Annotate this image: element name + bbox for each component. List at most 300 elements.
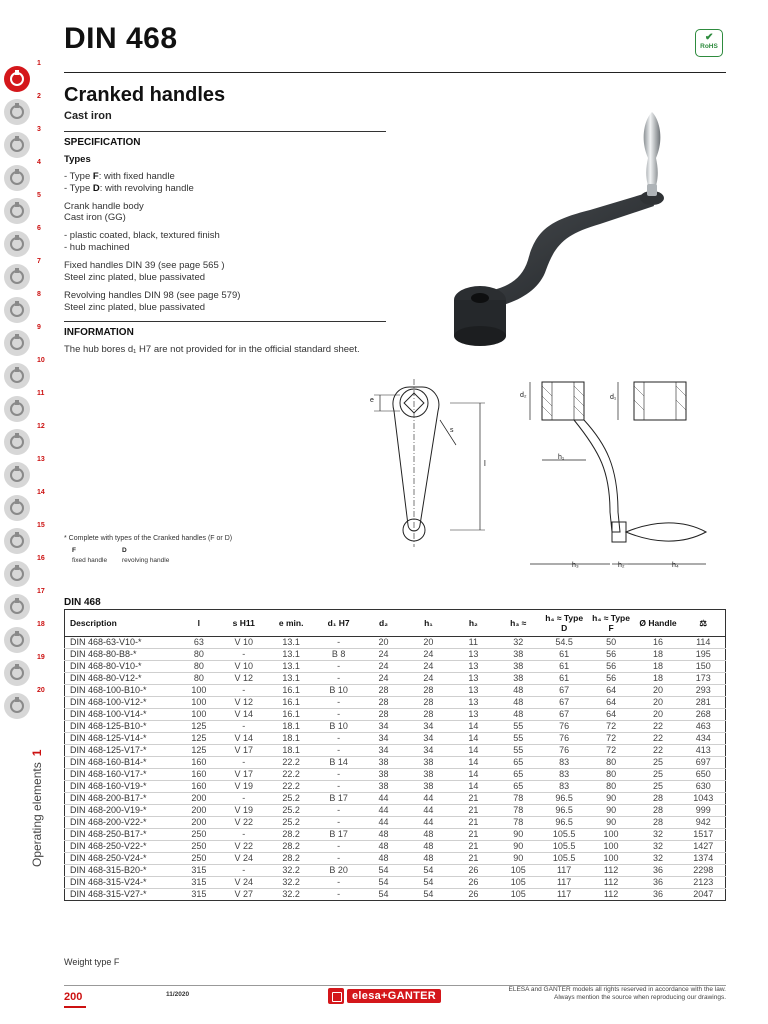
product-material: Cast iron: [64, 110, 112, 122]
dim-s-label: s: [450, 427, 454, 434]
brand-logo: [328, 987, 441, 1005]
sidebar-category-6[interactable]: [0, 225, 46, 258]
sidebar-category-number: 19: [37, 654, 45, 661]
table-cell: 83: [541, 757, 588, 769]
sidebar-category-19[interactable]: [0, 654, 46, 687]
table-cell: -: [316, 745, 361, 757]
row-description: DIN 468-80-B8-*: [65, 649, 177, 661]
table-cell: 18: [635, 661, 682, 673]
table-cell: 16.1: [266, 709, 316, 721]
table-cell: 105: [496, 877, 541, 889]
table-cell: 34: [406, 721, 451, 733]
sidebar-category-8[interactable]: [0, 291, 46, 324]
sidebar-category-11[interactable]: [0, 390, 46, 423]
table-row: [65, 745, 726, 757]
table-cell: 38: [406, 757, 451, 769]
table-cell: 80: [588, 781, 635, 793]
table-cell: 18.1: [266, 721, 316, 733]
table-cell: 13.1: [266, 637, 316, 649]
cranked-handle-illustration: [440, 110, 690, 350]
table-cell: 26: [468, 889, 479, 899]
information-text: The hub bores d₁ H7 are not provided for in the official standard sheet.: [64, 344, 360, 355]
table-row: [65, 889, 726, 901]
technical-drawing-front: [360, 375, 500, 550]
column-header: h₂: [451, 610, 496, 637]
table-cell: 200: [176, 817, 221, 829]
table-cell: 28: [406, 685, 451, 697]
table-row: [65, 829, 726, 841]
table-cell: V 17: [221, 769, 266, 781]
table-cell: 54: [378, 889, 389, 899]
panel-icon: [4, 429, 30, 455]
table-cell: 38: [496, 673, 541, 685]
table-cell: 90: [588, 805, 635, 817]
footnote-f-desc: fixed handle: [72, 557, 108, 564]
row-description: DIN 468-125-V17-*: [65, 745, 177, 757]
table-cell: 20: [635, 709, 682, 721]
table-row: [65, 649, 726, 661]
sidebar-category-16[interactable]: [0, 555, 46, 588]
table-row: [65, 637, 726, 649]
specification-heading: SPECIFICATION: [64, 137, 141, 148]
revolving-handles-material: Steel zinc plated, blue passivated: [64, 302, 206, 313]
table-cell: 18: [635, 649, 682, 661]
nut-icon: [4, 363, 30, 389]
table-cell: -: [316, 673, 361, 685]
table-cell: 160: [176, 769, 221, 781]
table-cell: 28.2: [266, 829, 316, 841]
table-cell: 25.2: [266, 793, 316, 805]
table-cell: 80: [176, 673, 221, 685]
sidebar-category-18[interactable]: [0, 621, 46, 654]
table-row: [65, 817, 726, 829]
table-cell: 34: [361, 721, 406, 733]
table-cell: 20: [635, 697, 682, 709]
row-description: DIN 468-200-V22-*: [65, 817, 177, 829]
table-cell: 61: [541, 649, 588, 661]
information-heading: INFORMATION: [64, 327, 134, 338]
table-row: [65, 793, 726, 805]
table-cell: 2123: [681, 877, 725, 889]
row-description: DIN 468-125-B10-*: [65, 721, 177, 733]
row-description: DIN 468-315-B20-*: [65, 865, 177, 877]
oil-icon: [4, 561, 30, 587]
table-cell: 64: [588, 697, 635, 709]
body-finish-2: - hub machined: [64, 242, 130, 253]
sidebar-category-number: 6: [37, 225, 41, 232]
table-cell: 72: [588, 733, 635, 745]
sidebar-category-4[interactable]: [0, 159, 46, 192]
table-cell: 36: [635, 877, 682, 889]
sidebar-category-20[interactable]: [0, 687, 46, 720]
weight-icon: ⚖: [681, 610, 725, 637]
table-cell: 24: [361, 661, 406, 673]
sidebar-category-number: 11: [37, 390, 45, 397]
table-cell: 67: [541, 709, 588, 721]
dim-d1-label: d₁: [610, 394, 617, 401]
table-cell: 28: [361, 685, 406, 697]
table-cell: B 10: [316, 721, 361, 733]
sidebar-category-number: 17: [37, 588, 45, 595]
row-description: DIN 468-200-V19-*: [65, 805, 177, 817]
row-description: DIN 468-100-B10-*: [65, 685, 177, 697]
sidebar-category-number: 8: [37, 291, 41, 298]
table-cell: 105.5: [541, 829, 588, 841]
table-cell: 125: [176, 721, 221, 733]
table-cell: V 19: [221, 805, 266, 817]
table-cell: 83: [541, 781, 588, 793]
table-cell: 173: [681, 673, 725, 685]
fixed-handles-material: Steel zinc plated, blue passivated: [64, 272, 206, 283]
handle-icon: [4, 165, 30, 191]
table-cell: 90: [588, 793, 635, 805]
sidebar-category-number: 5: [37, 192, 41, 199]
sidebar-category-1[interactable]: [0, 60, 46, 93]
table-cell: 32.2: [266, 877, 316, 889]
row-description: DIN 468-160-B14-*: [65, 757, 177, 769]
sidebar-category-12[interactable]: [0, 423, 46, 456]
table-cell: 14: [451, 733, 496, 745]
table-cell: 413: [681, 745, 725, 757]
table-cell: 434: [681, 733, 725, 745]
body-title: Crank handle body: [64, 201, 144, 212]
sidebar-category-9[interactable]: [0, 324, 46, 357]
table-cell: 630: [681, 781, 725, 793]
table-cell: 78: [496, 817, 541, 829]
table-cell: 54: [423, 889, 434, 899]
table-cell: 67: [541, 685, 588, 697]
sidebar-category-number: 16: [37, 555, 45, 562]
body-material: Cast iron (GG): [64, 212, 126, 223]
table-cell: 114: [681, 637, 725, 649]
table-cell: V 27: [234, 889, 254, 899]
column-header: l: [176, 610, 221, 637]
table-cell: 80: [588, 769, 635, 781]
page-number: 200: [64, 991, 83, 1003]
table-cell: 20: [406, 637, 451, 649]
table-cell: -: [316, 733, 361, 745]
footnote-d-code: D: [122, 547, 127, 554]
row-description: DIN 468-250-V24-*: [65, 853, 177, 865]
table-row: [65, 709, 726, 721]
table-cell: 54.5: [541, 637, 588, 649]
column-header: Ø Handle: [635, 610, 682, 637]
table-cell: 56: [588, 649, 635, 661]
table-cell: 25: [635, 781, 682, 793]
dim-h4-label: h₄: [672, 562, 679, 569]
table-cell: 36: [653, 889, 664, 899]
table-cell: 34: [406, 745, 451, 757]
table-cell: 64: [588, 709, 635, 721]
table-cell: 48: [406, 829, 451, 841]
table-cell: 650: [681, 769, 725, 781]
table-cell: 21: [451, 841, 496, 853]
table-cell: 21: [451, 805, 496, 817]
table-cell: 1043: [681, 793, 725, 805]
sidebar-category-3[interactable]: [0, 126, 46, 159]
table-cell: 28: [635, 805, 682, 817]
table-cell: 125: [176, 733, 221, 745]
table-cell: 38: [406, 781, 451, 793]
footnote: * Complete with types of the Cranked handles (F or D): [64, 535, 233, 542]
table-cell: 16.1: [266, 685, 316, 697]
types-heading: Types: [64, 154, 91, 165]
column-header: s H11: [221, 610, 266, 637]
dim-h3-label: h₃: [572, 562, 579, 569]
weight-note: Weight type F: [64, 957, 120, 967]
wheel-icon: [4, 66, 30, 92]
column-header: h₄ ≈ Type D: [541, 610, 588, 637]
table-cell: 34: [406, 733, 451, 745]
dim-l-label: l: [484, 459, 486, 468]
body-finish-1: - plastic coated, black, textured finish: [64, 230, 220, 241]
table-cell: 38: [406, 769, 451, 781]
copyright-line-1: ELESA and GANTER models all rights reserved in accordance with the law.: [508, 986, 726, 993]
table-cell: 14: [451, 745, 496, 757]
table-row: [65, 781, 726, 793]
table-cell: 64: [588, 685, 635, 697]
table-cell: 250: [176, 853, 221, 865]
table-cell: 112: [588, 877, 635, 889]
table-cell: -: [316, 877, 361, 889]
table-cell: 26: [451, 877, 496, 889]
table-cell: 1517: [681, 829, 725, 841]
table-cell: 38: [361, 769, 406, 781]
table-cell: 200: [176, 793, 221, 805]
type-d-prefix: - Type: [64, 183, 93, 194]
table-cell: 21: [451, 817, 496, 829]
table-cell: 13.1: [266, 661, 316, 673]
table-cell: 80: [176, 661, 221, 673]
table-cell: 55: [496, 733, 541, 745]
table-cell: -: [316, 781, 361, 793]
table-cell: -: [316, 709, 361, 721]
table-cell: 20: [361, 637, 406, 649]
table-cell: 32: [635, 853, 682, 865]
stand-icon: [4, 396, 30, 422]
chain-icon: [4, 693, 30, 719]
dimensions-table: [64, 609, 726, 901]
table-cell: V 10: [221, 661, 266, 673]
table-cell: 20: [635, 685, 682, 697]
table-cell: 28.2: [266, 841, 316, 853]
table-cell: 1427: [681, 841, 725, 853]
sidebar-category-5[interactable]: [0, 192, 46, 225]
table-cell: -: [316, 841, 361, 853]
table-cell: 48: [361, 853, 406, 865]
table-cell: 48: [496, 697, 541, 709]
table-cell: 18.1: [266, 745, 316, 757]
table-cell: 65: [496, 781, 541, 793]
column-header: d₂: [361, 610, 406, 637]
table-cell: 105.5: [541, 853, 588, 865]
table-row: [65, 865, 726, 877]
type-f-prefix: - Type: [64, 171, 93, 182]
table-cell: 32: [496, 637, 541, 649]
table-cell: 100: [176, 709, 221, 721]
table-cell: 67: [541, 697, 588, 709]
table-cell: 32.2: [266, 865, 316, 877]
table-cell: 195: [681, 649, 725, 661]
table-cell: 38: [361, 757, 406, 769]
table-cell: 14: [451, 757, 496, 769]
grip-icon: [4, 231, 30, 257]
table-cell: 250: [176, 841, 221, 853]
table-cell: 72: [588, 721, 635, 733]
table-cell: 268: [681, 709, 725, 721]
row-description: DIN 468-315-V27-*: [70, 889, 147, 899]
table-title: DIN 468: [64, 597, 101, 608]
table-cell: -: [337, 889, 341, 899]
row-description: DIN 468-80-V10-*: [65, 661, 177, 673]
table-cell: -: [316, 661, 361, 673]
table-row: [65, 877, 726, 889]
table-cell: 13.1: [266, 649, 316, 661]
sidebar-category-number: 10: [37, 357, 45, 364]
sidebar-category-13[interactable]: [0, 456, 46, 489]
sidebar-category-2[interactable]: [0, 93, 46, 126]
table-cell: 16.1: [266, 697, 316, 709]
table-cell: V 19: [221, 781, 266, 793]
sidebar-category-number: 14: [37, 489, 45, 496]
table-cell: 78: [496, 805, 541, 817]
table-row: [65, 733, 726, 745]
section-label: [22, 740, 42, 870]
table-cell: 48: [406, 841, 451, 853]
table-cell: 100: [588, 829, 635, 841]
hinge-icon: [4, 495, 30, 521]
table-cell: 24: [361, 649, 406, 661]
table-cell: 24: [361, 673, 406, 685]
table-cell: 48: [496, 709, 541, 721]
table-cell: 90: [496, 829, 541, 841]
table-cell: 14: [451, 769, 496, 781]
table-row: [65, 853, 726, 865]
table-cell: B 8: [316, 649, 361, 661]
table-cell: 13: [451, 649, 496, 661]
table-cell: 13: [451, 661, 496, 673]
table-cell: V 12: [221, 673, 266, 685]
table-cell: -: [221, 865, 266, 877]
table-cell: 25: [635, 757, 682, 769]
table-cell: V 14: [221, 709, 266, 721]
table-cell: 38: [496, 661, 541, 673]
row-description: DIN 468-100-V14-*: [65, 709, 177, 721]
row-description: DIN 468-100-V12-*: [65, 697, 177, 709]
table-cell: V 17: [221, 745, 266, 757]
table-cell: 96.5: [541, 793, 588, 805]
table-cell: 18.1: [266, 733, 316, 745]
sidebar-category-15[interactable]: [0, 522, 46, 555]
table-cell: 200: [176, 805, 221, 817]
row-description: DIN 468-160-V19-*: [65, 781, 177, 793]
table-body: [65, 637, 726, 901]
table-cell: 2298: [681, 865, 725, 877]
edition-date: 11/2020: [166, 991, 190, 998]
table-cell: B 10: [316, 685, 361, 697]
table-cell: 36: [635, 865, 682, 877]
wheel-icon: [4, 627, 30, 653]
row-description: DIN 468-200-B17-*: [65, 793, 177, 805]
type-f-line: [64, 171, 175, 182]
page-number-underline: [64, 1006, 86, 1008]
table-cell: 22: [635, 721, 682, 733]
sidebar-category-17[interactable]: [0, 588, 46, 621]
knob-icon: [4, 99, 30, 125]
table-cell: 315: [176, 865, 221, 877]
table-cell: 63: [176, 637, 221, 649]
table-cell: 117: [556, 889, 572, 899]
table-cell: 160: [176, 757, 221, 769]
table-cell: 28: [406, 697, 451, 709]
sidebar-category-14[interactable]: [0, 489, 46, 522]
table-cell: 25.2: [266, 817, 316, 829]
table-cell: -: [221, 757, 266, 769]
screw-icon: [4, 297, 30, 323]
table-cell: -: [221, 721, 266, 733]
table-cell: 80: [176, 649, 221, 661]
sidebar-category-number: 9: [37, 324, 41, 331]
table-cell: 44: [361, 805, 406, 817]
footnote-d-desc: revolving handle: [122, 557, 170, 564]
section-divider: [64, 321, 386, 322]
row-description: DIN 468-80-V12-*: [65, 673, 177, 685]
table-cell: 160: [176, 781, 221, 793]
section-label-text: Operating elements: [30, 762, 44, 867]
table-cell: 125: [176, 745, 221, 757]
table-cell: 100: [176, 697, 221, 709]
table-cell: 117: [541, 877, 588, 889]
table-cell: 25: [635, 769, 682, 781]
table-cell: 150: [681, 661, 725, 673]
table-cell: 26: [451, 865, 496, 877]
table-cell: 56: [588, 673, 635, 685]
sidebar-category-7[interactable]: [0, 258, 46, 291]
table-cell: 281: [681, 697, 725, 709]
row-description: DIN 468-315-V24-*: [65, 877, 177, 889]
table-cell: V 12: [221, 697, 266, 709]
table-cell: 28: [361, 709, 406, 721]
table-cell: -: [221, 685, 266, 697]
sidebar-category-number: 1: [37, 60, 41, 67]
table-cell: V 14: [221, 733, 266, 745]
row-description: DIN 468-250-V22-*: [65, 841, 177, 853]
type-d-text: : with revolving handle: [99, 183, 194, 194]
table-cell: 90: [496, 853, 541, 865]
table-cell: 32: [635, 829, 682, 841]
type-d-letter: D: [92, 183, 100, 194]
column-header: e min.: [266, 610, 316, 637]
table-header-row: [65, 610, 726, 637]
checkmark-icon: ✔: [705, 32, 714, 43]
table-cell: B 17: [316, 793, 361, 805]
table-cell: B 17: [316, 829, 361, 841]
table-cell: 22: [635, 733, 682, 745]
sidebar-category-10[interactable]: [0, 357, 46, 390]
type-f-text: : with fixed handle: [98, 171, 175, 182]
table-cell: 100: [176, 685, 221, 697]
table-cell: 54: [361, 865, 406, 877]
table-cell: 28.2: [266, 853, 316, 865]
pin-icon: [4, 264, 30, 290]
type-d-line: [64, 183, 194, 194]
table-cell: 21: [451, 793, 496, 805]
dim-h1-label: h₁: [558, 454, 565, 461]
table-cell: -: [316, 769, 361, 781]
table-cell: 54: [361, 877, 406, 889]
table-cell: B 20: [316, 865, 361, 877]
table-cell: 105: [496, 865, 541, 877]
